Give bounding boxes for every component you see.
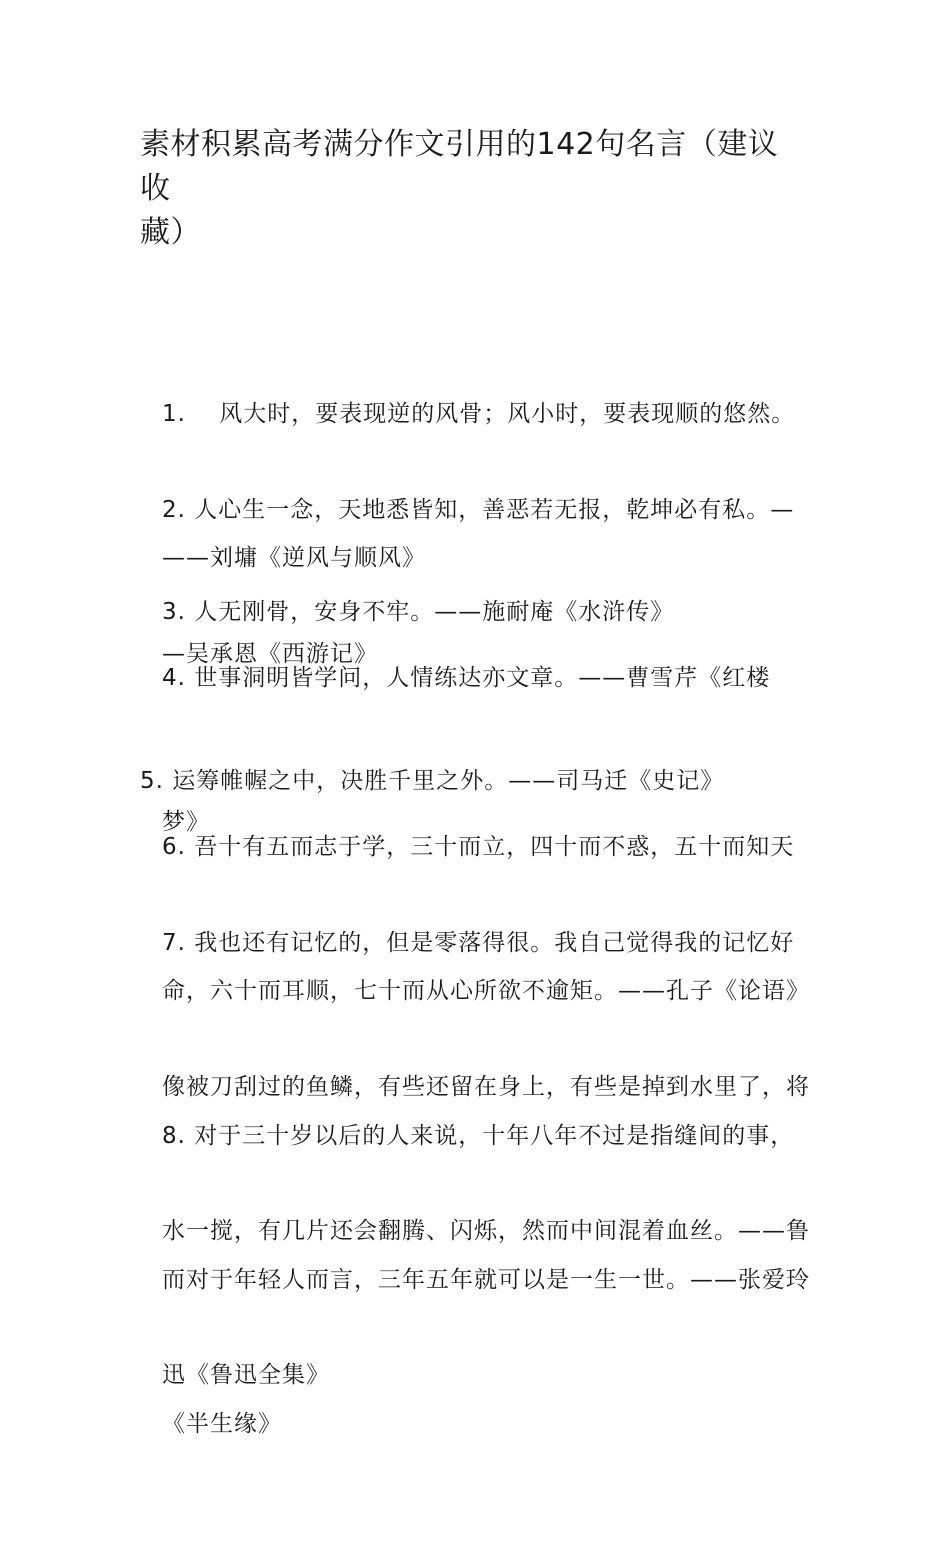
- quote-item-8: [162, 1016, 812, 1544]
- quote-line: 8. 对于三十岁以后的人来说，十年八年不过是指缝间的事，: [162, 1123, 795, 1149]
- quote-line: 而对于年轻人而言，三年五年就可以是一生一世。——张爱玲: [162, 1267, 810, 1293]
- quote-line: 4. 世事洞明皆学问，人情练达亦文章。——曹雪芹《红楼: [162, 665, 771, 691]
- quote-line: 命，六十而耳顺，七十而从心所欲不逾矩。——孔子《论语》: [162, 978, 810, 1004]
- title-line: 素材积累高考满分作文引用的142句名言（建议收: [140, 127, 779, 206]
- quote-line: 1. 风大时，要表现逆的风骨；风小时，要表现顺的悠然。: [162, 401, 796, 427]
- quote-line: 梦》: [162, 809, 210, 835]
- title-line: 藏）: [140, 215, 201, 250]
- quote-line: 5. 运筹帷幄之中，决胜千里之外。——司马迁《史记》: [140, 768, 725, 794]
- quote-line: 3. 人无刚骨，安身不牢。——施耐庵《水浒传》: [162, 599, 675, 625]
- quote-line: ——刘墉《逆风与顺风》: [162, 545, 426, 571]
- quote-line: 6. 吾十有五而志于学，三十而立，四十而不惑，五十而知天: [162, 834, 795, 860]
- quote-line: 像被刀刮过的鱼鳞，有些还留在身上，有些是掉到水里了，将: [162, 1074, 810, 1100]
- quote-line: 迅《鲁迅全集》: [162, 1362, 330, 1388]
- quote-line: 《半生缘》: [162, 1411, 282, 1437]
- quote-line: 2. 人心生一念，天地悉皆知，善恶若无报，乾坤必有私。—: [162, 497, 795, 523]
- quote-line: 水一搅，有几片还会翻腾、闪烁，然而中间混着血丝。——鲁: [162, 1218, 810, 1244]
- quote-line: —吴承恩《西游记》: [162, 641, 378, 667]
- quote-line: 7. 我也还有记忆的，但是零落得很。我自己觉得我的记忆好: [162, 930, 795, 956]
